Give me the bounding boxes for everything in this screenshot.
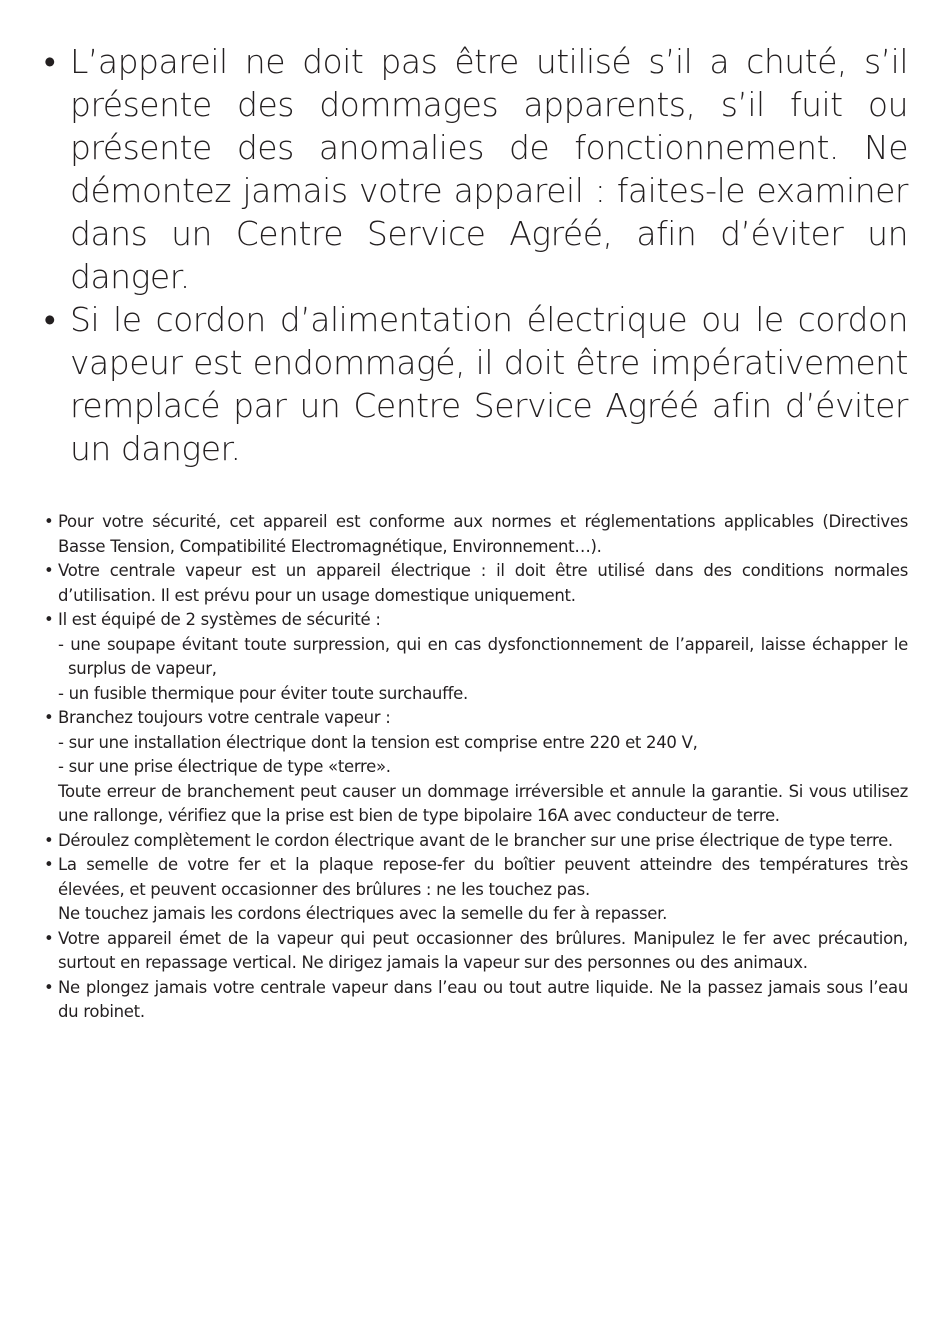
large-warning-text: L’appareil ne doit pas être utilisé s’il a chuté, s’il présente des dommages apparents, s’il fuit ou présente des anomalies de fonctionnement. Ne démontez jamais votre appareil : faites-le examiner dans un Centre Service Agréé, afin d’éviter un danger. — [70, 42, 908, 296]
large-warning-list — [44, 40, 908, 470]
safety-item-text: Il est équipé de 2 systèmes de sécurité : — [58, 610, 381, 629]
large-warning-item — [44, 40, 908, 298]
large-warning-item — [44, 298, 908, 470]
safety-item — [44, 510, 908, 559]
bullet-icon: • — [44, 512, 54, 531]
bullet-icon: • — [44, 42, 56, 81]
safety-sub-item: - sur une prise électrique de type «terre». — [58, 757, 391, 776]
bullet-icon: • — [44, 708, 54, 727]
safety-item-note: Toute erreur de branchement peut causer un dommage irréversible et annule la garantie. Si vous utilisez une rallonge, vérifiez que la prise est bien de type bipolaire 16A avec conducteur de terre. — [58, 781, 908, 825]
safety-item — [44, 927, 908, 976]
large-warning-text: Si le cordon d’alimentation électrique ou le cordon vapeur est endommagé, il doit être impérativement remplacé par un Centre Service Agréé afin d’éviter un danger. — [70, 300, 908, 468]
safety-item-text: Pour votre sécurité, cet appareil est conforme aux normes et réglementations applicables (Directives Basse Tension, Compatibilité Electromagnétique, Environnement…). — [58, 512, 908, 556]
safety-sub-item: - une soupape évitant toute surpression, qui en cas dysfonctionnement de l’appareil, laisse échapper le surplus de vapeur, — [58, 634, 908, 678]
safety-item-text: Branchez toujours votre centrale vapeur : — [58, 708, 391, 727]
document-page — [44, 40, 908, 1025]
safety-sub-item: - un fusible thermique pour éviter toute surchauffe. — [58, 683, 468, 703]
safety-item — [44, 853, 908, 927]
safety-item-text: La semelle de votre fer et la plaque repose-fer du boîtier peuvent atteindre des températures très élevées, et peuvent occasionner des brûlures : ne les touchez pas. — [58, 855, 908, 899]
safety-item — [44, 559, 908, 608]
bullet-icon: • — [44, 561, 54, 580]
safety-item-text: Déroulez complètement le cordon électrique avant de le brancher sur une prise électrique de type terre. — [58, 830, 893, 850]
safety-item — [44, 829, 908, 854]
safety-item — [44, 976, 908, 1025]
bullet-icon: • — [44, 855, 54, 874]
bullet-icon: • — [44, 300, 56, 339]
bullet-icon: • — [44, 610, 54, 629]
safety-item-note: Ne touchez jamais les cordons électriques avec la semelle du fer à repasser. — [58, 904, 668, 923]
safety-item-text: Ne plongez jamais votre centrale vapeur dans l’eau ou tout autre liquide. Ne la passez jamais sous l’eau du robinet. — [58, 977, 908, 1021]
bullet-icon: • — [44, 977, 54, 997]
bullet-icon: • — [44, 830, 54, 850]
safety-item — [44, 706, 908, 829]
safety-sub-item: - sur une installation électrique dont la tension est comprise entre 220 et 240 V, — [58, 732, 698, 752]
bullet-icon: • — [44, 928, 54, 948]
safety-item-text: Votre centrale vapeur est un appareil électrique : il doit être utilisé dans des conditions normales d’utilisation. Il est prévu pour un usage domestique uniquement. — [58, 561, 908, 605]
safety-item-text: Votre appareil émet de la vapeur qui peut occasionner des brûlures. Manipulez le fer avec précaution, surtout en repassage vertical. Ne dirigez jamais la vapeur sur des personnes ou des animaux. — [58, 928, 908, 972]
safety-instruction-list — [44, 510, 908, 1025]
safety-item — [44, 608, 908, 706]
